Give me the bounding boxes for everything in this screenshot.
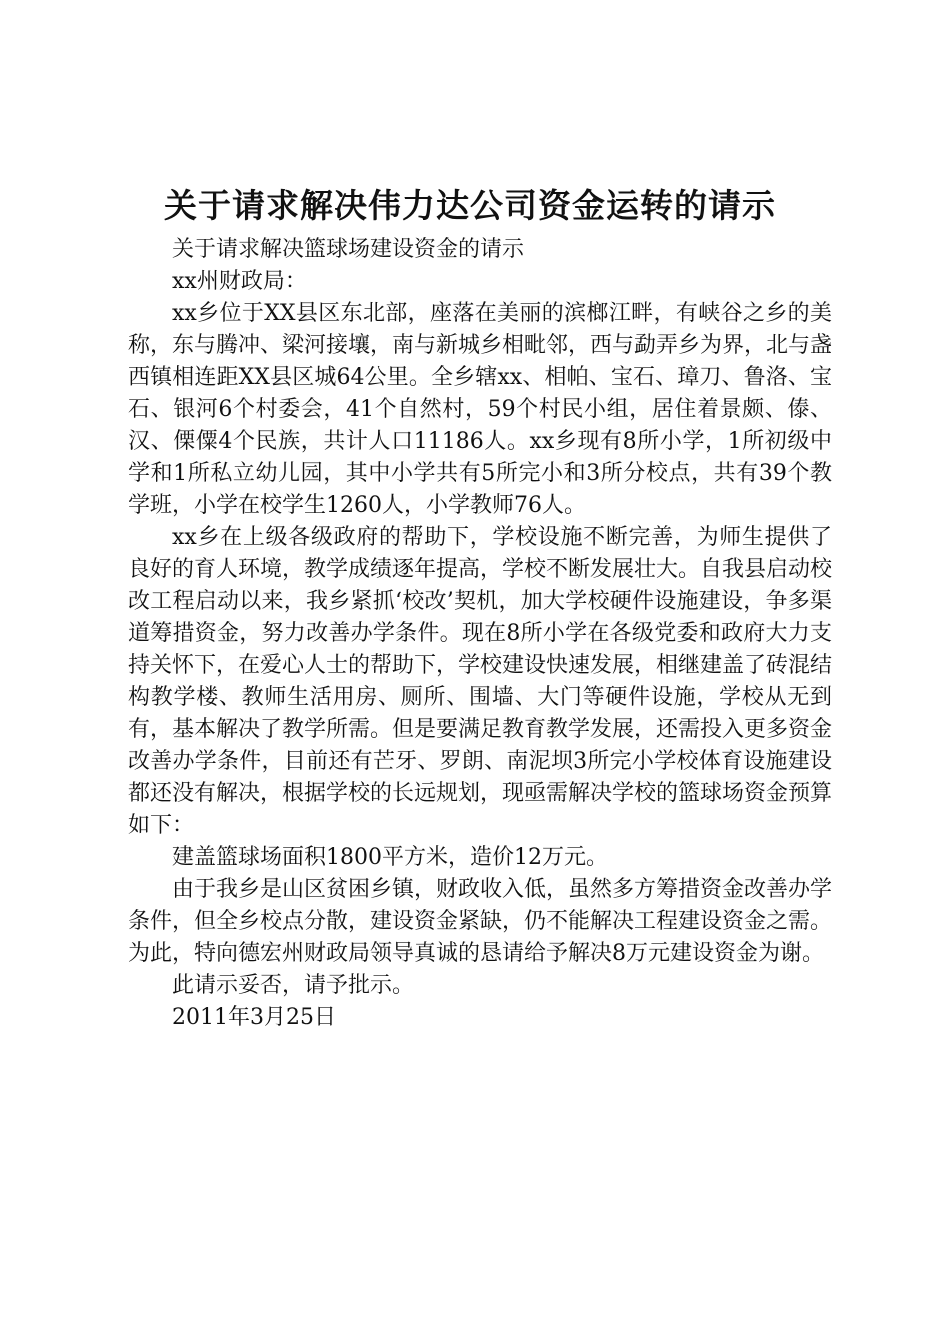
closing-remark: 此请示妥否，请予批示。 [172, 973, 415, 998]
document-subtitle: 关于请求解决篮球场建设资金的请示 [172, 237, 525, 262]
document-date: 2011年3月25日 [172, 1005, 336, 1030]
document-page [128, 182, 832, 1034]
paragraph-introduction: xx乡位于XX县区东北部，座落在美丽的滨榔江畔，有峡谷之乡的美称，东与腾冲、梁河接壤，南与新城乡相毗邻，西与勐弄乡为界，北与盏西镇相连距XX县区城64公里。全乡辖xx、相帕、宝石、璋刀、鲁洛、宝石、银河6个村委会，41个自然村，59个村民小组，居住着景颇、傣、汉、傈僳4个民族，共计人口11186人。xx乡现有8所小学，1所初级中学和1所私立幼儿园，其中小学共有5所完小和3所分校点，共有39个教学班，小学在校学生1260人，小学教师76人。 [128, 301, 833, 518]
document-body [128, 234, 832, 1034]
paragraph-request: 由于我乡是山区贫困乡镇，财政收入低，虽然多方筹措资金改善办学条件，但全乡校点分散，建设资金紧缺，仍不能解决工程建设资金之需。为此，特向德宏州财政局领导真诚的恳请给予解决8万元建设资金为谢。 [128, 877, 833, 966]
addressee: xx州财政局： [172, 269, 307, 294]
paragraph-background: xx乡在上级各级政府的帮助下，学校设施不断完善，为师生提供了良好的育人环境，教学成绩逐年提高，学校不断发展壮大。自我县启动校改工程启动以来，我乡紧抓‘校改’契机，加大学校硬件设施建设，争多渠道筹措资金，努力改善办学条件。现在8所小学在各级党委和政府大力支持关怀下，在爱心人士的帮助下，学校建设快速发展，相继建盖了砖混结构教学楼、教师生活用房、厕所、围墙、大门等硬件设施，学校从无到有，基本解决了教学所需。但是要满足教育教学发展，还需投入更多资金改善办学条件，目前还有芒牙、罗朗、南泥坝3所完小学校体育设施建设都还没有解决，根据学校的长远规划，现亟需解决学校的篮球场资金预算如下： [128, 525, 833, 838]
paragraph-budget: 建盖篮球场面积1800平方米，造价12万元。 [172, 845, 608, 870]
document-title: 关于请求解决伟力达公司资金运转的请示 [164, 186, 776, 225]
